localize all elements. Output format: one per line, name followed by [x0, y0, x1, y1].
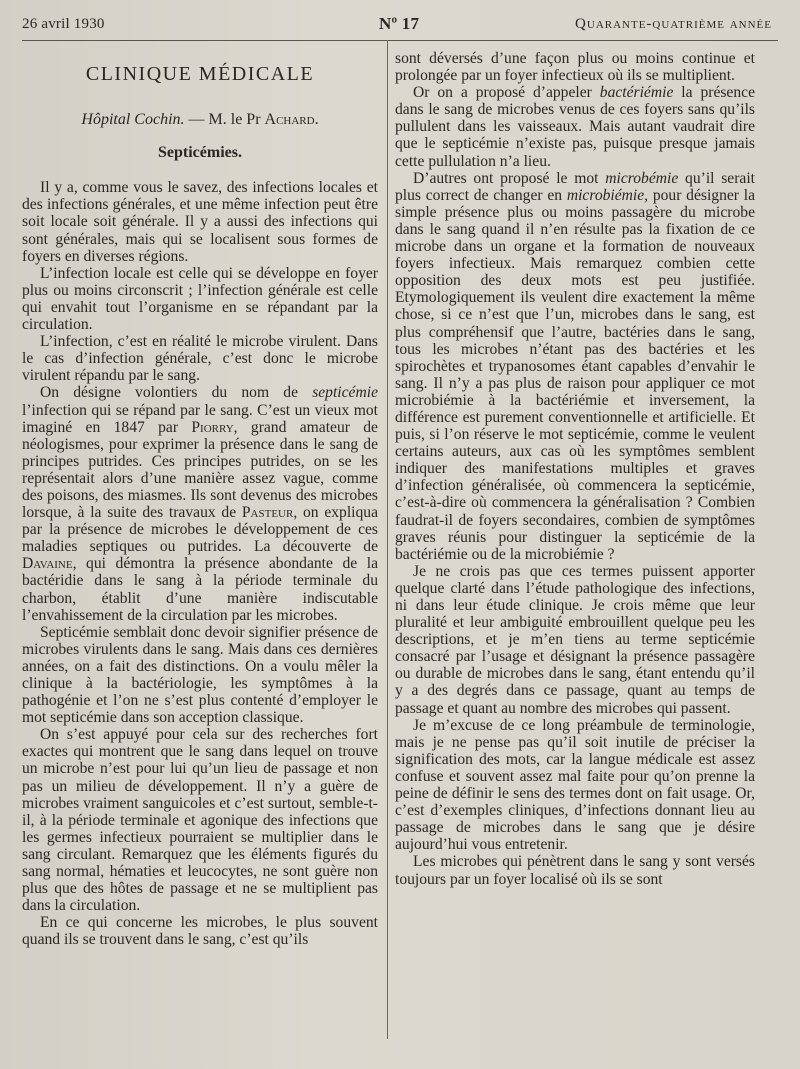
text-run: grand amateur de néologismes, pour exprimer la présence dans le sang de principes putrides. Ces principes putrides, on se les représentait alors d’une manière assez vague, comme des poisons, des miasmes. Ils sont devenus des microbes lorsque, à la suite des travaux de: [22, 418, 378, 522]
text-run: qui démontra la présence abondante de la bactéridie dans le sang à la période terminale du charbon, établit d’une manière indiscutable l’envahissement de la circulation par les microbes.: [22, 555, 378, 624]
text-run: pour désigner la simple présence plus ou moins passagère du microbe dans le sang quand il n’en résulte pas la fixation de ce microbe dans un organe et la formation de nouveaux foyers infectieux. Mais remarquez combien cette opposition des deux mots est peu justifiée. Etymologiquement ils veulent dire exactement la même chose, si ce n’est que l’un, microbes dans le sang, est plus compréhensif que l’autre, bactéries dans le sang, tous les microbes n’étant pas des bactéries et les spirochètes et trypanosomes étant capables d’envahir le sang. Il n’y a pas plus de raison pour appliquer ce mot microbiémie à la bactériémie et inversement, la différence est purement conventionnelle et artificielle. Et puis, si l’on réserve le mot septicémie, comme le veulent certains auteurs, aux cas où les symptômes semblent indiquer des manifestations multiples et graves d’infection généralisée, où commencera la septicémie, c’est-à-dire où commencera la généralisation ? Combien faudrat-il de foyers secondaires, combien de symptômes graves réunis pour distinguer la septicémie de la bactériémie ou de la microbiémie ?: [395, 186, 755, 563]
emphasis-term: septicémie: [312, 384, 378, 402]
text-run: Or on a proposé d’appeler: [413, 84, 592, 102]
text-run: D’autres ont proposé le mot: [413, 169, 599, 187]
paragraph: sont déversés d’une façon plus ou moins continue et prolongée par un foyer infectieux où ils se multiplient.: [395, 50, 755, 85]
hospital-name: Hôpital Cochin.: [81, 111, 185, 129]
paragraph: On s’est appuyé pour cela sur des recherches fort exactes qui montrent que le sang dans lequel on trouve un microbe n’est pour lui qu’un lieu de passage et non pas un milieu de développement. Il n’y a guère de microbes vraiment sanguicoles et c’est surtout, semble-t-il, à la période terminale et agonique des infections que les germes infectieux pourraient se multiplier dans le sang circulant. Remarquez que les éléments figurés du sang normal, hématies et leucocytes, ne sont guère non plus que des hôtes de passage et ne se multiplient pas dans la circulation.: [22, 726, 378, 915]
text-run: On désigne volontiers du nom de: [40, 384, 298, 402]
emphasis-term: microbiémie,: [566, 186, 649, 204]
article-title: Septicémies.: [158, 144, 242, 162]
column-divider: [387, 40, 388, 1039]
page-header: [22, 14, 772, 40]
paragraph: Il y a, comme vous le savez, des infections locales et des infections générales, et une même infection peut être soit locale soit générale. Il y a aussi des infections qui sont générales, mais qui se localisent sous formes de foyers en diverses régions.: [22, 179, 378, 265]
journal-year: Quarante-quatrième année: [575, 16, 772, 32]
text-run: la présence dans le sang de microbes venus de ces foyers sans qu’ils pullulent dans les vaisseaux. Mais autant vaudrait dire que le septicémie n’existe pas, puisque presque jamais cette pullulation n’a lieu.: [395, 84, 755, 170]
issue-date: 26 avril 1930: [22, 16, 105, 32]
paragraph: Les microbes qui pénètrent dans le sang y sont versés toujours par un foyer localisé où ils se sont: [395, 853, 755, 888]
paragraph: [22, 384, 378, 623]
section-title: CLINIQUE MÉDICALE: [85, 63, 315, 85]
person-name: Pasteur,: [241, 504, 298, 522]
author-prefix: — M. le Pr: [188, 111, 261, 129]
text-run: l’infection qui se répand par le sang. C’est un vieux mot imaginé en 1847 par: [22, 401, 378, 436]
paragraph: L’infection, c’est en réalité le microbe virulent. Dans le cas d’infection générale, c’est donc le microbe virulent répandu par le sang.: [22, 333, 378, 385]
left-column: [22, 50, 378, 949]
emphasis-term: microbémie: [605, 169, 679, 187]
right-column: [395, 50, 755, 888]
paragraph: [395, 170, 755, 563]
paragraph: En ce qui concerne les microbes, le plus souvent quand ils se trouvent dans le sang, c’est qu’ils: [22, 914, 378, 949]
person-name: Piorry,: [191, 418, 238, 436]
paragraph: Septicémie semblait donc devoir signifier présence de microbes virulents dans le sang. Mais dans ces dernières années, on a fait des distinctions. On a voulu mêler la clinique à la bactériologie, les symptômes à la pathogénie et l’on ne s’est plus contenté d’employer le mot septicémie dans son acception classique.: [22, 623, 378, 727]
person-name: Davaine,: [22, 555, 77, 573]
paragraph: Je m’excuse de ce long préambule de terminologie, mais je ne pense pas qu’il soit inutile de préciser la signification des mots, car la langue médicale est assez confuse et souvent assez mal faite pour qu’on prenne la peine de définir le sens des termes dont on fait usage. Or, c’est d’exemples cliniques, d’infections donnant lieu au passage de microbes dans le sang que je désire aujourd’hui vous entretenir.: [395, 716, 755, 854]
paragraph: Je ne crois pas que ces termes puissent apporter quelque clarté dans l’étude pathologique des infections, ni dans leur étude clinique. Je crois même que leur pluralité et leur ambiguité embrouillent quelque peu les descriptions, et je m’en tiens au terme septicémie consacré par l’usage et désignant la présence passagère ou durable de microbes dans le sang, étant entendu qu’il y a des degrés dans ce passage, quant au temps de passage et quant au nombre des microbes qui passent.: [395, 562, 755, 717]
emphasis-term: bactériémie: [599, 84, 674, 102]
issue-number: Nº 17: [379, 14, 420, 33]
paragraph: L’infection locale est celle qui se développe en foyer plus ou moins circonscrit ; l’infection générale est celle qui envahit tout l’organisme en se répandant par la circulation.: [22, 264, 378, 334]
text-run: qu’il serait plus correct de changer en: [395, 169, 755, 204]
author-name: Achard.: [264, 111, 319, 129]
paragraph: [395, 84, 755, 169]
article-byline: [22, 111, 378, 128]
text-run: on expliqua par la présence de microbes le développement de ces maladies septiques ou putrides. La découverte de: [22, 504, 379, 556]
header-rule: [22, 40, 778, 41]
